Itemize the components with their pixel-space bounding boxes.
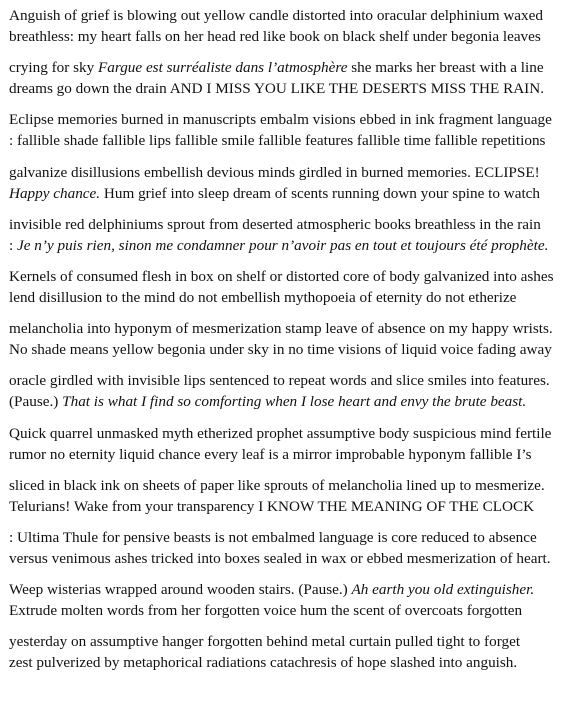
text-segment: crying for sky [9, 59, 98, 77]
text-segment: (Pause.) [9, 393, 63, 411]
poem-line [9, 339, 571, 360]
poem-line [9, 130, 571, 151]
poem-line [9, 78, 571, 99]
text-segment: Extrude molten words from her forgotten voice hum the scent of overcoats forgotten [9, 602, 523, 620]
stanza [9, 527, 571, 569]
text-segment: rumor no eternity liquid chance every leaf is a mirror improbable hyponym fallible I’s [9, 445, 532, 463]
stanza [9, 423, 571, 465]
poem-line [9, 57, 571, 78]
poem-line [9, 214, 571, 235]
italic-phrase: That is what I find so comforting when I lose heart and envy the brute beast. [62, 393, 527, 411]
stanza [9, 214, 571, 256]
poem-line [9, 26, 571, 47]
poem-line [9, 579, 571, 600]
text-segment: lend disillusion to the mind do not embellish mythopoeia of eternity do not etherize [9, 289, 517, 306]
poem-line [9, 652, 571, 673]
text-segment: Hum grief into sleep dream of scents running down your spine to watch [100, 184, 541, 202]
stanza [9, 162, 571, 204]
stanza [9, 579, 571, 621]
stanza [9, 370, 571, 412]
text-segment: Telurians! Wake from your transparency I KNOW THE MEANING OF THE CLOCK [9, 497, 535, 515]
poem-line [9, 162, 571, 183]
stanza [9, 475, 571, 517]
italic-phrase: Je n’y puis rien, sinon me condamner pour n’avoir pas en tout et toujours été prophète. [17, 236, 549, 254]
stanza [9, 631, 571, 673]
text-segment: : fallible shade fallible lips fallible smile fallible features fallible time fallible repetitions [9, 132, 546, 150]
text-segment: Kernels of consumed flesh in box on shelf or distorted core of body galvanized into ashes [9, 268, 554, 285]
poem-line [9, 235, 571, 256]
text-segment: No shade means yellow begonia under sky in no time visions of liquid voice fading away [9, 341, 552, 359]
text-segment: yesterday on assumptive hanger forgotten behind metal curtain pulled tight to forget [9, 633, 521, 651]
text-segment: Quick quarrel unmasked myth etherized prophet assumptive body suspicious mind fertile [9, 424, 552, 442]
text-segment: oracle girdled with invisible lips sentenced to repeat words and slice smiles into features. [9, 372, 550, 390]
italic-phrase: Fargue est surréaliste dans l’atmosphère [98, 59, 348, 77]
poem-line [9, 5, 571, 26]
poem-line [9, 370, 571, 391]
italic-phrase: Ah earth you old extinguisher. [351, 581, 535, 599]
poem-line [9, 423, 571, 444]
poem-line [9, 527, 571, 548]
text-segment: : [9, 236, 18, 254]
poem-line [9, 475, 571, 496]
text-segment: zest pulverized by metaphorical radiations catachresis of hope slashed into anguish. [9, 654, 518, 672]
text-segment: dreams go down the drain AND I MISS YOU LIKE THE DESERTS MISS THE RAIN. [9, 80, 544, 98]
text-segment: Anguish of grief is blowing out yellow candle distorted into oracular delphinium waxed [9, 7, 543, 24]
text-segment: melancholia into hyponym of mesmerization stamp leave of absence on my happy wrists. [9, 320, 553, 338]
stanza [9, 266, 571, 308]
text-segment: Weep wisterias wrapped around wooden stairs. (Pause.) [9, 581, 352, 599]
poem-line [9, 109, 571, 130]
poem-line [9, 631, 571, 652]
text-segment: breathless: my heart falls on her head red like book on black shelf under begonia leaves [9, 28, 541, 45]
stanza [9, 109, 571, 151]
stanza [9, 5, 571, 47]
text-segment: sliced in black ink on sheets of paper like sprouts of melancholia lined up to mesmerize. [9, 476, 545, 494]
poem-line [9, 444, 571, 465]
text-segment: versus venimous ashes tricked into boxes sealed in wax or ebbed mesmerization of heart. [9, 550, 551, 567]
poem-line [9, 318, 571, 339]
poem-line [9, 600, 571, 621]
text-segment: she marks her breast with a line [347, 59, 544, 77]
poem-line [9, 548, 571, 569]
poem-line [9, 287, 571, 308]
stanza [9, 57, 571, 99]
stanza [9, 318, 571, 360]
text-segment: invisible red delphiniums sprout from deserted atmospheric books breathless in the rain [9, 215, 541, 233]
poem-line [9, 183, 571, 204]
text-segment: : Ultima Thule for pensive beasts is not embalmed language is core reduced to absence [9, 529, 537, 546]
text-segment: galvanize disillusions embellish devious minds girdled in burned memories. ECLIPSE! [9, 163, 540, 181]
poem-line [9, 496, 571, 517]
poem-line [9, 391, 571, 412]
italic-phrase: Happy chance. [9, 184, 101, 202]
poem-line [9, 266, 571, 287]
text-segment: Eclipse memories burned in manuscripts embalm visions ebbed in ink fragment language [9, 111, 552, 129]
